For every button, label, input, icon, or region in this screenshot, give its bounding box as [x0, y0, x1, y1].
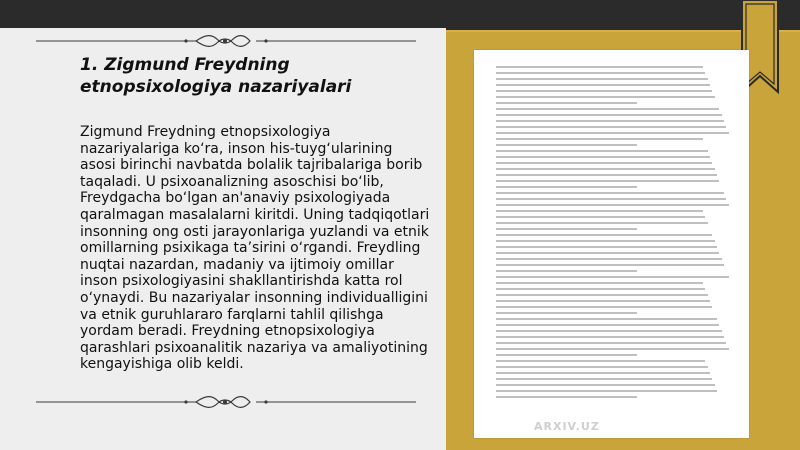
- document-page-preview: [474, 50, 749, 438]
- document-text-line: [496, 192, 724, 194]
- slide-body-text: Zigmund Freydning etnopsixologiya nazariyalariga ko‘ra, inson his-tuyg‘ularining asosi birinchi navbatda bolalik tajribalariga borib taqaladi. U psixoanalizning asoschisi bo‘lib, Freydgacha bo‘lgan an'anaviy psixologiyada qaralmagan masalalarni kiritdi. Uning tadqiqotlari insonning ong osti jarayonlariga yuzlandi va etnik omillarning psixikaga ta’sirini o‘rgandi. Freydling nuqtai nazardan, madaniy va ijtimoiy omillar inson psixologiyasini shakllantirishda katta rol o‘ynaydi. Bu nazariyalar insonning individualligini va etnik guruhlararo farqlarni tahlil qilishga yordam beradi. Freydning etnopsixologiya qarashlari psixoanalitik nazariya va amaliyotining kengayishiga olib keldi.: [80, 124, 430, 373]
- document-text-line: [496, 234, 712, 236]
- document-text-line: [496, 120, 724, 122]
- document-text-line: [496, 288, 705, 290]
- document-text-line: [496, 156, 710, 158]
- document-text-line: [496, 108, 719, 110]
- document-text-line: [496, 342, 726, 344]
- document-text-line: [496, 114, 722, 116]
- document-text-line: [496, 186, 637, 188]
- top-dark-strip: [0, 0, 446, 28]
- document-text-lines: [496, 66, 731, 402]
- document-text-line: [496, 282, 703, 284]
- document-text-line: [496, 336, 724, 338]
- document-text-line: [496, 384, 715, 386]
- document-text-line: [496, 72, 705, 74]
- document-text-line: [496, 150, 708, 152]
- document-text-line: [496, 144, 637, 146]
- document-text-line: [496, 306, 712, 308]
- document-text-line: [496, 360, 705, 362]
- document-text-line: [496, 210, 703, 212]
- document-text-line: [496, 222, 708, 224]
- document-text-line: [496, 318, 717, 320]
- document-text-line: [496, 378, 712, 380]
- document-text-line: [496, 66, 703, 68]
- document-text-line: [496, 372, 710, 374]
- document-text-line: [496, 396, 637, 398]
- document-text-line: [496, 198, 726, 200]
- document-text-line: [496, 102, 637, 104]
- document-text-line: [496, 138, 703, 140]
- document-text-line: [496, 270, 637, 272]
- document-text-line: [496, 390, 717, 392]
- document-text-line: [496, 132, 729, 134]
- document-text-line: [496, 240, 715, 242]
- document-text-line: [496, 228, 637, 230]
- document-text-line: [496, 174, 717, 176]
- bottom-ornament-icon: [36, 395, 416, 409]
- document-text-line: [496, 264, 724, 266]
- document-text-line: [496, 330, 722, 332]
- document-text-line: [496, 246, 717, 248]
- document-text-line: [496, 366, 708, 368]
- document-text-line: [496, 348, 729, 350]
- document-watermark: ARXIV.UZ: [534, 420, 600, 433]
- top-ornament-icon: [36, 34, 416, 48]
- document-text-line: [496, 216, 705, 218]
- document-text-line: [496, 252, 719, 254]
- slide-title: 1. Zigmund Freydning etnopsixologiya nazariyalari: [80, 55, 352, 97]
- document-text-line: [496, 204, 729, 206]
- document-text-line: [496, 168, 715, 170]
- document-text-line: [496, 180, 719, 182]
- document-text-line: [496, 276, 729, 278]
- document-text-line: [496, 324, 719, 326]
- document-text-line: [496, 312, 637, 314]
- document-text-line: [496, 126, 726, 128]
- document-text-line: [496, 258, 722, 260]
- document-text-line: [496, 90, 712, 92]
- document-text-line: [496, 78, 708, 80]
- document-text-line: [496, 354, 637, 356]
- document-text-line: [496, 300, 710, 302]
- document-text-line: [496, 84, 710, 86]
- document-text-line: [496, 96, 715, 98]
- document-text-line: [496, 162, 712, 164]
- document-text-line: [496, 294, 708, 296]
